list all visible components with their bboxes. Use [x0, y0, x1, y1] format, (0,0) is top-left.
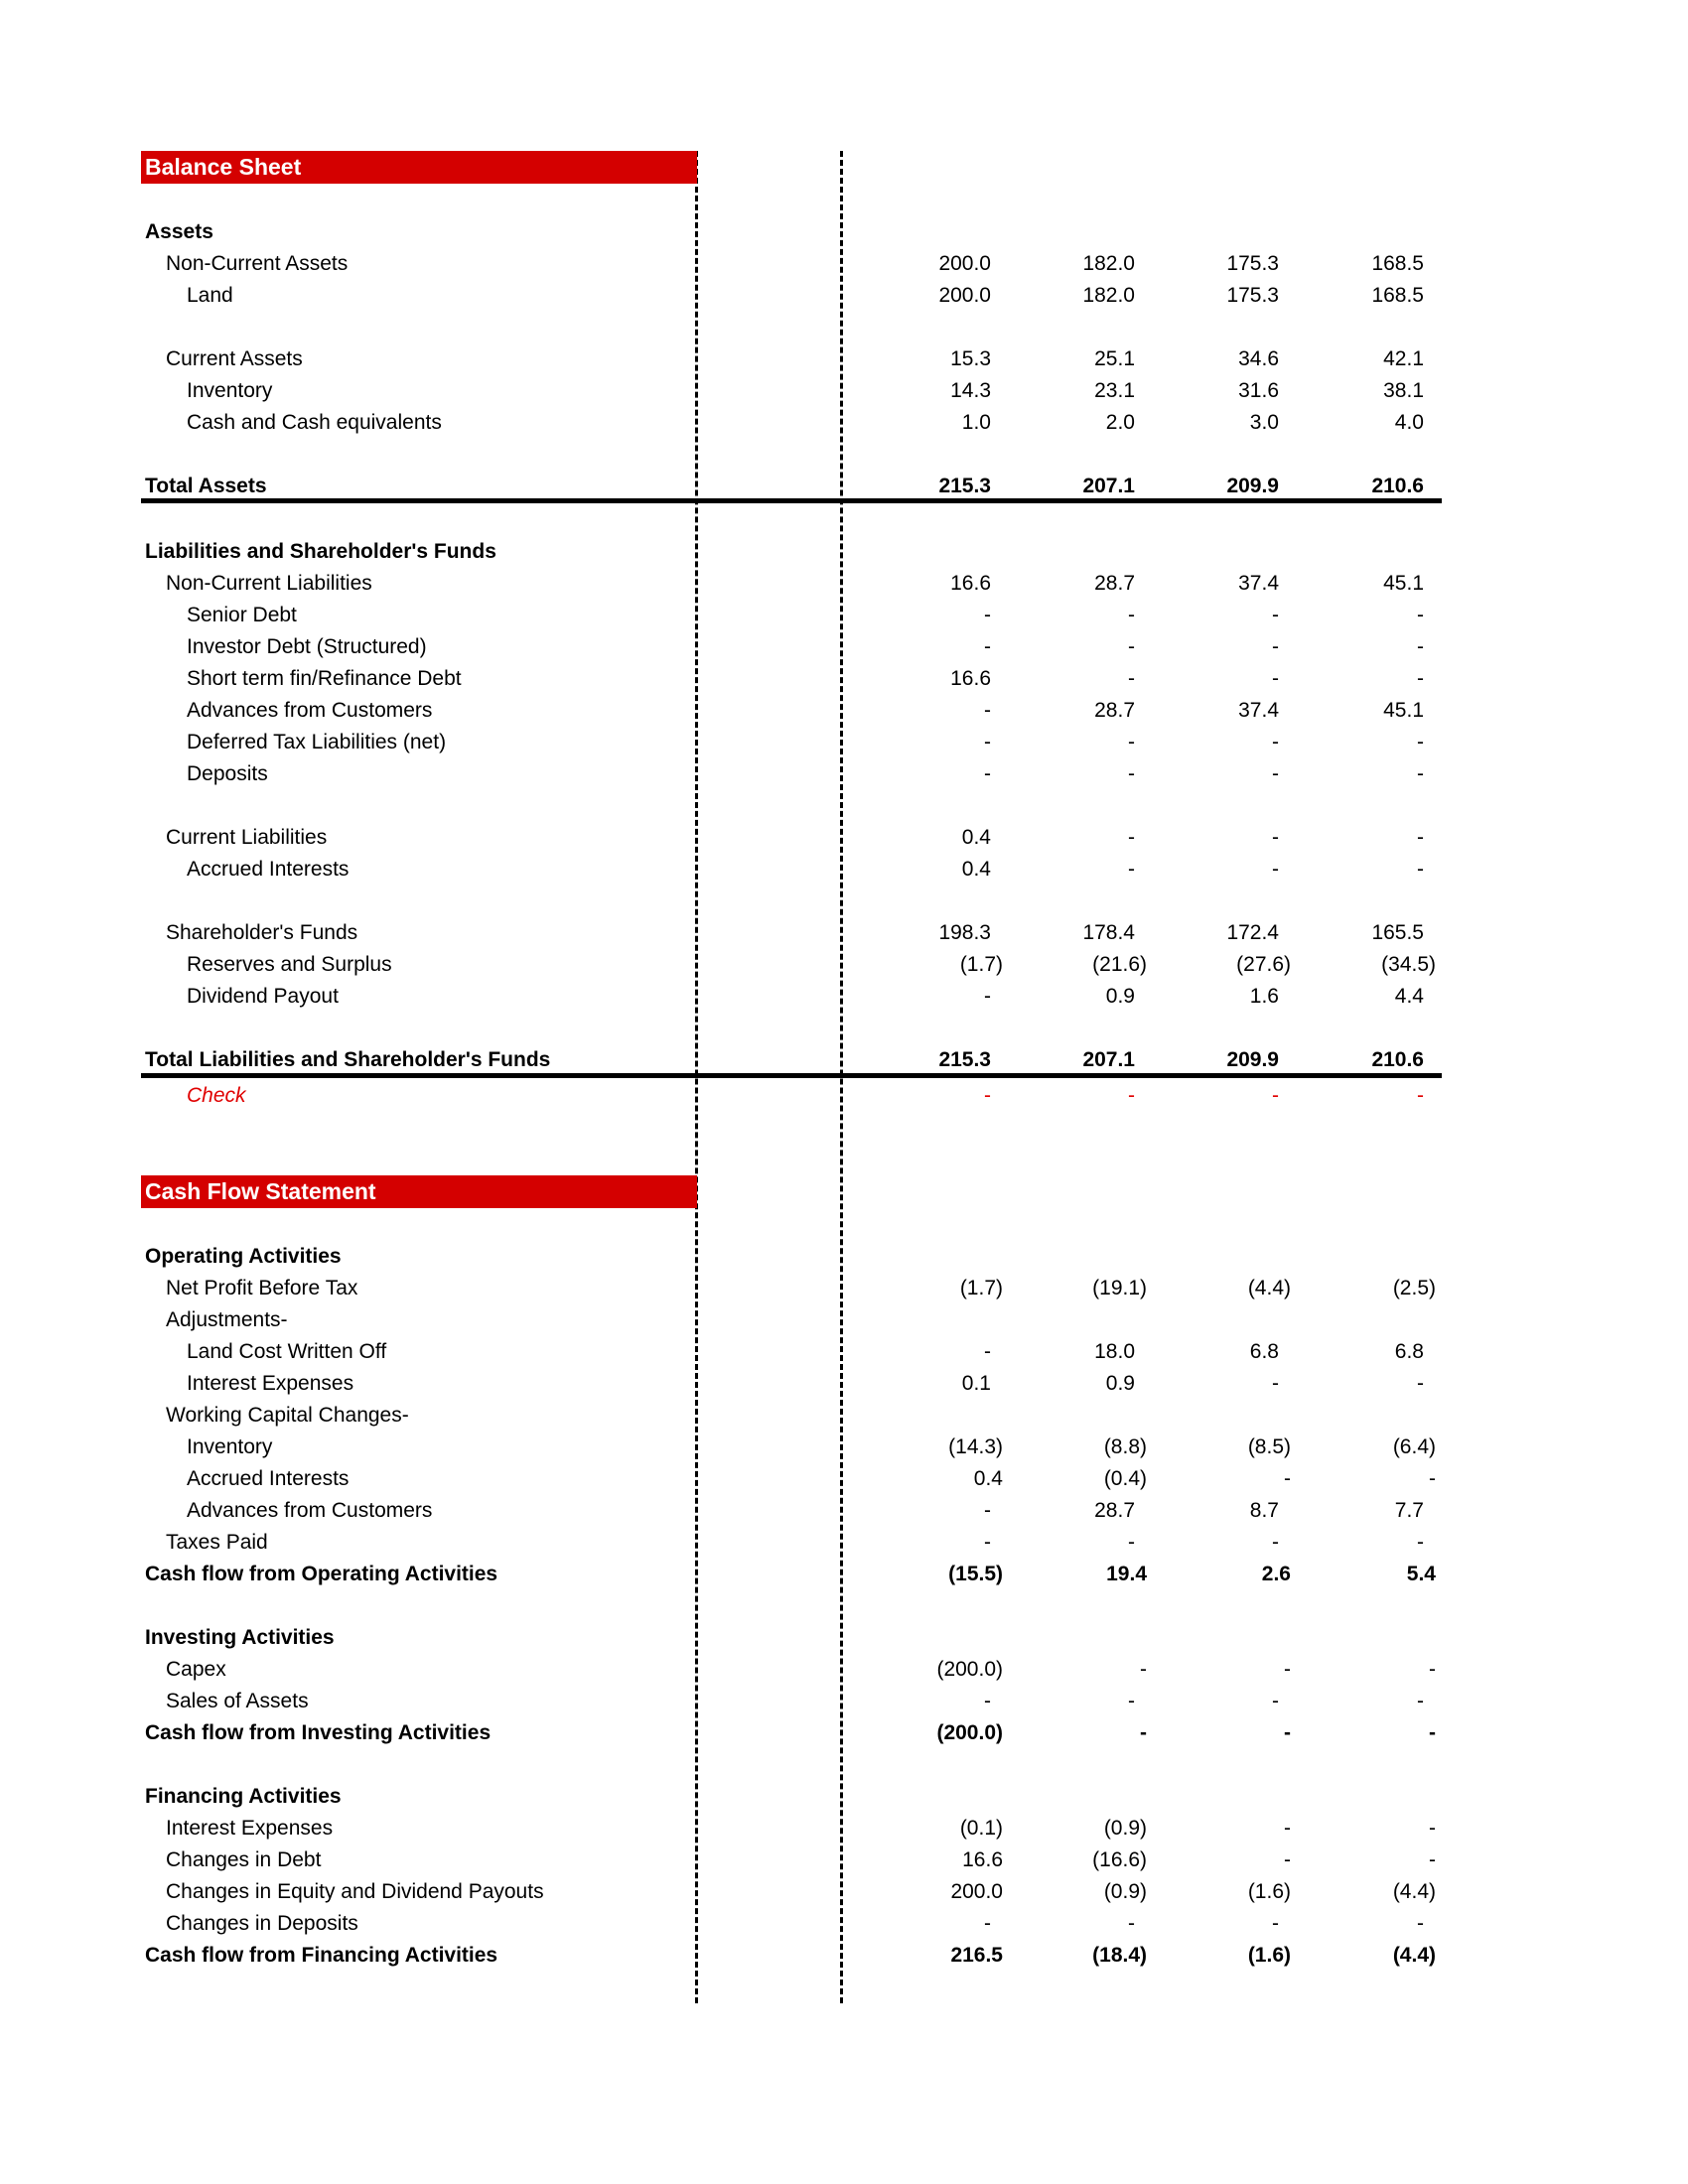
value-col-1: -: [984, 731, 991, 753]
row-operating-activities: [0, 1241, 1688, 1273]
value-col-2: -: [1128, 1531, 1135, 1554]
row-label: Advances from Customers: [187, 1499, 433, 1522]
value-col-2: -: [1128, 1912, 1135, 1935]
value-col-1: 16.6: [950, 667, 991, 690]
row-label: Cash flow from Financing Activities: [145, 1944, 498, 1967]
value-col-1: 215.3: [938, 1048, 991, 1071]
value-col-1: (15.5): [948, 1563, 1003, 1585]
value-col-2: (16.6): [1092, 1848, 1147, 1871]
value-col-4: 4.0: [1394, 411, 1424, 434]
row-cash-flow-from-financing-activities: [0, 1940, 1688, 1972]
value-col-4: -: [1417, 731, 1424, 753]
value-col-1: 15.3: [950, 347, 991, 370]
row-changes-in-deposits: [0, 1908, 1688, 1940]
value-col-1: -: [984, 1084, 991, 1107]
row-inventory: [0, 1432, 1688, 1463]
row-label: Cash flow from Investing Activities: [145, 1721, 492, 1744]
row-land-cost-written-off: [0, 1336, 1688, 1368]
row-changes-in-debt: [0, 1844, 1688, 1876]
row-reserves-and-surplus: [0, 949, 1688, 981]
value-col-3: -: [1272, 667, 1279, 690]
value-col-2: (19.1): [1092, 1277, 1147, 1299]
row-assets: [0, 216, 1688, 248]
value-col-2: 28.7: [1094, 1499, 1135, 1522]
value-col-4: -: [1429, 1658, 1436, 1681]
value-col-4: -: [1417, 667, 1424, 690]
row-deposits: [0, 758, 1688, 790]
row-label: Dividend Payout: [187, 985, 339, 1008]
value-col-4: (34.5): [1381, 953, 1436, 976]
value-col-2: 19.4: [1106, 1563, 1147, 1585]
value-col-2: 18.0: [1094, 1340, 1135, 1363]
value-col-1: 0.4: [961, 858, 991, 881]
value-col-1: -: [984, 604, 991, 626]
value-col-2: -: [1128, 1084, 1135, 1107]
value-col-2: 182.0: [1082, 284, 1135, 307]
value-col-1: -: [984, 1690, 991, 1712]
value-col-4: -: [1429, 1848, 1436, 1871]
value-col-3: -: [1272, 1531, 1279, 1554]
row-label: Investor Debt (Structured): [187, 635, 427, 658]
value-col-1: -: [984, 635, 991, 658]
value-col-1: 200.0: [938, 252, 991, 275]
row-label: Sales of Assets: [166, 1690, 309, 1712]
value-col-4: 7.7: [1394, 1499, 1424, 1522]
row-advances-from-customers: [0, 695, 1688, 727]
value-col-2: (18.4): [1092, 1944, 1147, 1967]
value-col-3: 175.3: [1226, 284, 1279, 307]
row-label: Check: [187, 1084, 246, 1107]
row-current-assets: [0, 343, 1688, 375]
value-col-2: 25.1: [1094, 347, 1135, 370]
row-label: Liabilities and Shareholder's Funds: [145, 540, 496, 563]
value-col-1: -: [984, 985, 991, 1008]
row-shareholder-s-funds: [0, 917, 1688, 949]
value-col-1: (0.1): [959, 1817, 1003, 1840]
value-col-3: -: [1272, 1690, 1279, 1712]
value-col-2: 178.4: [1082, 921, 1135, 944]
value-col-4: -: [1417, 604, 1424, 626]
value-col-2: (21.6): [1092, 953, 1147, 976]
value-col-1: 216.5: [950, 1944, 1003, 1967]
value-col-2: 207.1: [1082, 475, 1135, 497]
row-label: Financing Activities: [145, 1785, 342, 1808]
value-col-3: -: [1284, 1848, 1291, 1871]
value-col-1: -: [984, 1340, 991, 1363]
value-col-2: 207.1: [1082, 1048, 1135, 1071]
value-col-3: -: [1284, 1658, 1291, 1681]
value-col-4: 38.1: [1383, 379, 1424, 402]
value-col-3: 37.4: [1238, 699, 1279, 722]
value-col-1: (200.0): [936, 1658, 1003, 1681]
value-col-3: 209.9: [1226, 475, 1279, 497]
row-label: Adjustments-: [166, 1308, 288, 1331]
row-label: Interest Expenses: [166, 1817, 334, 1840]
row-non-current-liabilities: [0, 568, 1688, 600]
value-col-1: 200.0: [950, 1880, 1003, 1903]
total-assets-double-rule: [141, 498, 1442, 503]
value-col-4: (4.4): [1392, 1944, 1436, 1967]
row-land: [0, 280, 1688, 312]
value-col-2: 23.1: [1094, 379, 1135, 402]
row-label: Inventory: [187, 379, 273, 402]
value-col-3: -: [1272, 604, 1279, 626]
value-col-2: -: [1140, 1658, 1147, 1681]
row-label: Senior Debt: [187, 604, 297, 626]
value-col-4: -: [1417, 826, 1424, 849]
value-col-4: 6.8: [1394, 1340, 1424, 1363]
value-col-2: -: [1140, 1721, 1147, 1744]
value-col-4: (6.4): [1392, 1435, 1436, 1458]
row-label: Shareholder's Funds: [166, 921, 358, 944]
row-label: Interest Expenses: [187, 1372, 354, 1395]
value-col-1: 16.6: [950, 572, 991, 595]
value-col-4: -: [1417, 762, 1424, 785]
row-label: Total Assets: [145, 475, 267, 497]
value-col-3: (1.6): [1247, 1880, 1291, 1903]
value-col-3: 8.7: [1249, 1499, 1279, 1522]
value-col-1: 215.3: [938, 475, 991, 497]
row-taxes-paid: [0, 1527, 1688, 1559]
row-capex: [0, 1654, 1688, 1686]
value-col-3: (4.4): [1247, 1277, 1291, 1299]
value-col-1: -: [984, 1531, 991, 1554]
row-label: Non-Current Liabilities: [166, 572, 372, 595]
row-label: Changes in Debt: [166, 1848, 322, 1871]
row-investing-activities: [0, 1622, 1688, 1654]
value-col-3: 31.6: [1238, 379, 1279, 402]
value-col-4: 210.6: [1371, 475, 1424, 497]
row-label: Assets: [145, 220, 213, 243]
row-label: Current Liabilities: [166, 826, 328, 849]
row-total-liabilities-and-shareholder-s-funds: [0, 1044, 1688, 1076]
value-col-3: 2.6: [1261, 1563, 1291, 1585]
value-col-4: -: [1417, 858, 1424, 881]
row-label: Capex: [166, 1658, 226, 1681]
value-col-2: 182.0: [1082, 252, 1135, 275]
value-col-4: -: [1417, 1084, 1424, 1107]
value-col-2: -: [1128, 826, 1135, 849]
row-label: Cash flow from Operating Activities: [145, 1563, 498, 1585]
value-col-3: -: [1272, 1084, 1279, 1107]
row-senior-debt: [0, 600, 1688, 631]
value-col-2: -: [1128, 1690, 1135, 1712]
row-label: Current Assets: [166, 347, 303, 370]
value-col-4: -: [1417, 1531, 1424, 1554]
row-label: Accrued Interests: [187, 858, 350, 881]
value-col-3: -: [1272, 1372, 1279, 1395]
value-col-3: 34.6: [1238, 347, 1279, 370]
row-label: Short term fin/Refinance Debt: [187, 667, 462, 690]
row-label: Advances from Customers: [187, 699, 433, 722]
row-deferred-tax-liabilities-net: [0, 727, 1688, 758]
value-col-1: (200.0): [936, 1721, 1003, 1744]
row-financing-activities: [0, 1781, 1688, 1813]
value-col-1: 0.4: [961, 826, 991, 849]
total-liabilities-double-rule: [141, 1073, 1442, 1078]
value-col-1: 16.6: [962, 1848, 1003, 1871]
row-net-profit-before-tax: [0, 1273, 1688, 1304]
value-col-4: 42.1: [1383, 347, 1424, 370]
row-inventory: [0, 375, 1688, 407]
row-changes-in-equity-and-dividend-payouts: [0, 1876, 1688, 1908]
value-col-2: 28.7: [1094, 572, 1135, 595]
value-col-1: 14.3: [950, 379, 991, 402]
value-col-1: (1.7): [959, 1277, 1003, 1299]
value-col-3: -: [1284, 1467, 1291, 1490]
row-label: Cash and Cash equivalents: [187, 411, 442, 434]
value-col-2: -: [1128, 635, 1135, 658]
row-label: Operating Activities: [145, 1245, 342, 1268]
value-col-2: -: [1128, 858, 1135, 881]
row-label: Working Capital Changes-: [166, 1404, 409, 1427]
row-interest-expenses: [0, 1368, 1688, 1400]
value-col-4: 45.1: [1383, 699, 1424, 722]
value-col-3: -: [1272, 1912, 1279, 1935]
value-col-4: 165.5: [1371, 921, 1424, 944]
value-col-3: 3.0: [1249, 411, 1279, 434]
value-col-3: 6.8: [1249, 1340, 1279, 1363]
value-col-3: 175.3: [1226, 252, 1279, 275]
value-col-1: -: [984, 762, 991, 785]
value-col-1: -: [984, 1912, 991, 1935]
value-col-4: 45.1: [1383, 572, 1424, 595]
row-investor-debt-structured: [0, 631, 1688, 663]
row-accrued-interests: [0, 1463, 1688, 1495]
value-col-1: 0.4: [973, 1467, 1003, 1490]
value-col-2: (0.9): [1103, 1880, 1147, 1903]
value-col-2: -: [1128, 667, 1135, 690]
row-accrued-interests: [0, 854, 1688, 886]
value-col-2: (0.9): [1103, 1817, 1147, 1840]
value-col-3: 1.6: [1249, 985, 1279, 1008]
row-dividend-payout: [0, 981, 1688, 1013]
value-col-1: -: [984, 699, 991, 722]
value-col-4: -: [1429, 1721, 1436, 1744]
value-col-4: -: [1429, 1817, 1436, 1840]
value-col-4: 4.4: [1394, 985, 1424, 1008]
row-label: Changes in Equity and Dividend Payouts: [166, 1880, 544, 1903]
row-interest-expenses: [0, 1813, 1688, 1844]
value-col-1: 1.0: [961, 411, 991, 434]
value-col-3: -: [1272, 826, 1279, 849]
value-col-2: (0.4): [1103, 1467, 1147, 1490]
value-col-3: -: [1272, 635, 1279, 658]
row-label: Land: [187, 284, 233, 307]
row-label: Investing Activities: [145, 1626, 335, 1649]
value-col-3: -: [1272, 762, 1279, 785]
value-col-4: -: [1417, 635, 1424, 658]
row-short-term-fin-refinance-debt: [0, 663, 1688, 695]
row-check: [0, 1080, 1688, 1112]
value-col-1: (1.7): [959, 953, 1003, 976]
value-col-2: (8.8): [1103, 1435, 1147, 1458]
row-label: Land Cost Written Off: [187, 1340, 387, 1363]
value-col-2: 2.0: [1105, 411, 1135, 434]
value-col-3: -: [1284, 1817, 1291, 1840]
value-col-1: 0.1: [961, 1372, 991, 1395]
row-liabilities-and-shareholder-s-funds: [0, 536, 1688, 568]
value-col-1: 200.0: [938, 284, 991, 307]
value-col-2: 28.7: [1094, 699, 1135, 722]
row-label: Deferred Tax Liabilities (net): [187, 731, 447, 753]
cash-flow-statement-header: Cash Flow Statement: [141, 1175, 697, 1208]
value-col-4: -: [1429, 1467, 1436, 1490]
value-col-4: 5.4: [1406, 1563, 1436, 1585]
value-col-4: 210.6: [1371, 1048, 1424, 1071]
value-col-4: -: [1417, 1690, 1424, 1712]
row-label: Changes in Deposits: [166, 1912, 358, 1935]
row-adjustments: [0, 1304, 1688, 1336]
row-label: Deposits: [187, 762, 268, 785]
value-col-3: 209.9: [1226, 1048, 1279, 1071]
value-col-2: 0.9: [1105, 985, 1135, 1008]
row-current-liabilities: [0, 822, 1688, 854]
balance-sheet-header: Balance Sheet: [141, 151, 697, 184]
value-col-4: (4.4): [1392, 1880, 1436, 1903]
value-col-3: 37.4: [1238, 572, 1279, 595]
row-label: Net Profit Before Tax: [166, 1277, 358, 1299]
value-col-4: (2.5): [1392, 1277, 1436, 1299]
value-col-3: (1.6): [1247, 1944, 1291, 1967]
value-col-3: -: [1284, 1721, 1291, 1744]
value-col-2: -: [1128, 731, 1135, 753]
row-advances-from-customers: [0, 1495, 1688, 1527]
row-label: Non-Current Assets: [166, 252, 349, 275]
value-col-3: (27.6): [1236, 953, 1291, 976]
row-label: Taxes Paid: [166, 1531, 268, 1554]
value-col-4: 168.5: [1371, 252, 1424, 275]
value-col-1: -: [984, 1499, 991, 1522]
value-col-2: -: [1128, 762, 1135, 785]
row-working-capital-changes: [0, 1400, 1688, 1432]
value-col-3: -: [1272, 858, 1279, 881]
row-sales-of-assets: [0, 1686, 1688, 1717]
value-col-2: -: [1128, 604, 1135, 626]
value-col-3: -: [1272, 731, 1279, 753]
value-col-1: 198.3: [938, 921, 991, 944]
value-col-3: (8.5): [1247, 1435, 1291, 1458]
row-label: Total Liabilities and Shareholder's Funds: [145, 1048, 551, 1071]
row-label: Accrued Interests: [187, 1467, 350, 1490]
row-non-current-assets: [0, 248, 1688, 280]
value-col-4: 168.5: [1371, 284, 1424, 307]
value-col-4: -: [1417, 1912, 1424, 1935]
value-col-1: (14.3): [948, 1435, 1003, 1458]
row-label: Reserves and Surplus: [187, 953, 392, 976]
value-col-2: 0.9: [1105, 1372, 1135, 1395]
row-cash-flow-from-operating-activities: [0, 1559, 1688, 1590]
row-cash-flow-from-investing-activities: [0, 1717, 1688, 1749]
row-label: Inventory: [187, 1435, 273, 1458]
value-col-4: -: [1417, 1372, 1424, 1395]
row-cash-and-cash-equivalents: [0, 407, 1688, 439]
value-col-3: 172.4: [1226, 921, 1279, 944]
